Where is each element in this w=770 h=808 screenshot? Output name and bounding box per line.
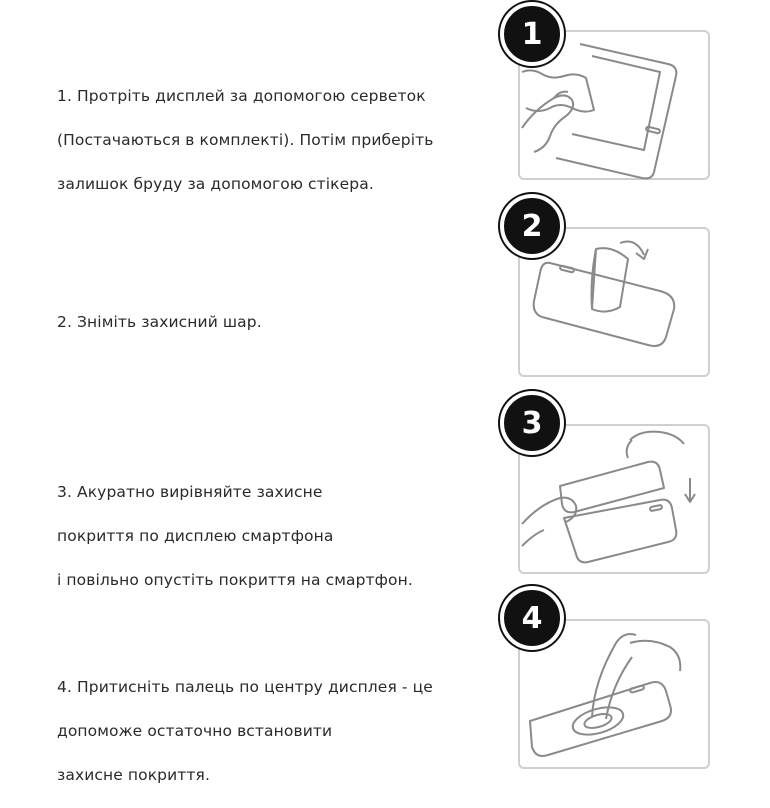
step-1-instructions	[57, 63, 434, 217]
step-2-line-1: 2. Зніміть захисний шар.	[57, 313, 262, 331]
step-4-line-2: допоможе остаточно встановити	[57, 722, 333, 740]
step-4-instructions	[57, 654, 433, 808]
step-3-line-2: покриття по дисплею смартфона	[57, 527, 334, 545]
step-3-line-1: 3. Акуратно вирівняйте захисне	[57, 483, 323, 501]
step-4-number-badge: 4	[500, 586, 564, 650]
step-1-line-2: (Постачаються в комплекті). Потім приберіть	[57, 131, 434, 149]
step-1-number-badge: 1	[500, 2, 564, 66]
step-2-number-badge: 2	[500, 194, 564, 258]
step-1-line-3: залишок бруду за допомогою стікера.	[57, 175, 374, 193]
step-3-line-3: і повільно опустіть покриття на смартфон.	[57, 571, 413, 589]
step-1-line-1: 1. Протріть дисплей за допомогою серветок	[57, 87, 426, 105]
step-3-instructions	[57, 459, 413, 613]
step-2-instructions	[57, 289, 262, 355]
step-4-line-1: 4. Притисніть палець по центру дисплея - це	[57, 678, 433, 696]
step-4-line-3: захисне покриття.	[57, 766, 211, 784]
step-3-number-badge: 3	[500, 391, 564, 455]
